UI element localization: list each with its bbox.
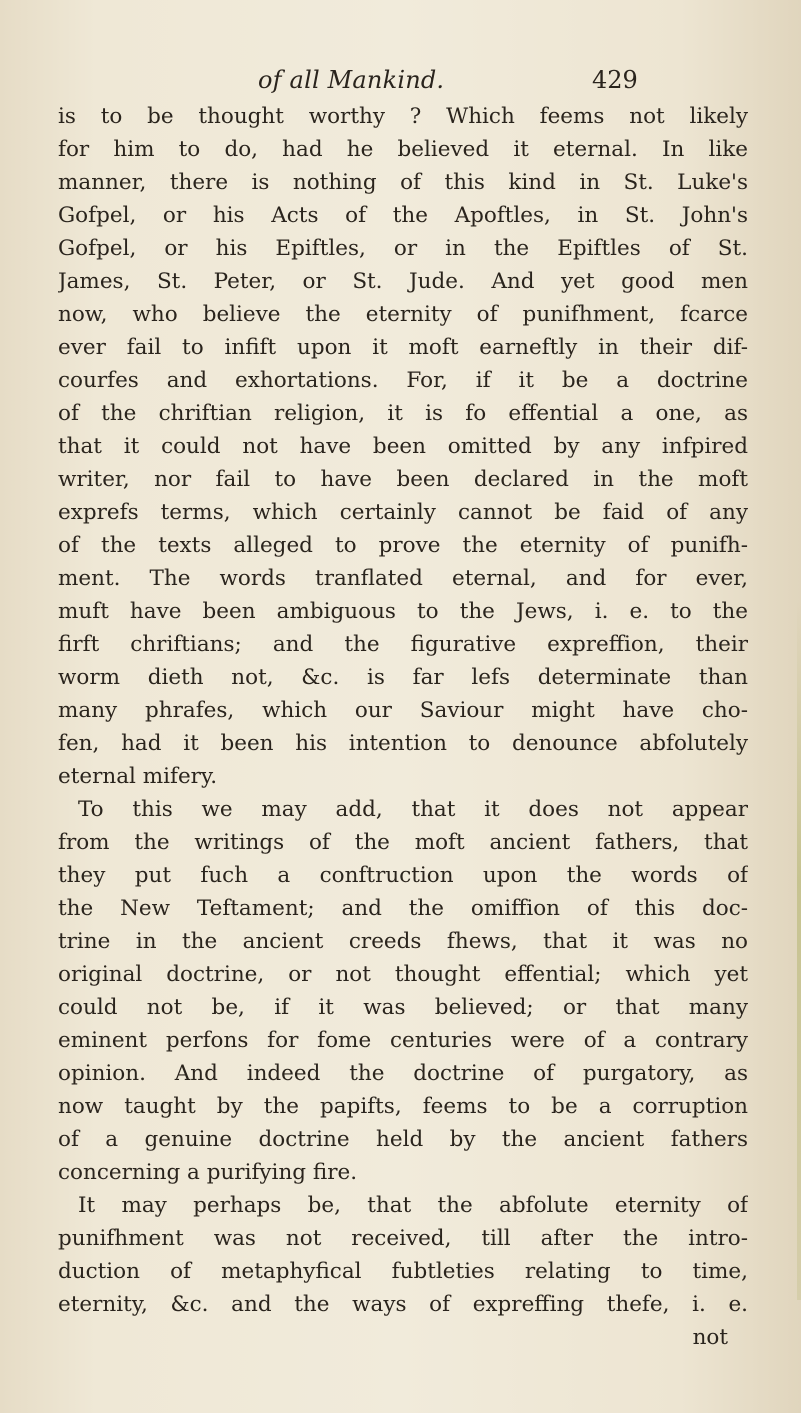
text-line: fen, had it been his intention to denounce abfolutely [58, 731, 748, 756]
text-line: for him to do, had he believed it eternal. In like [58, 137, 748, 162]
body-text [58, 100, 748, 1354]
text-line: ever fail to infift upon it moft earneftly in their dif- [58, 335, 748, 360]
text-line: that it could not have been omitted by any infpired [58, 434, 748, 459]
text-line: now taught by the papifts, feems to be a corruption [58, 1094, 748, 1119]
text-line: duction of metaphyfical fubtleties relating to time, [58, 1259, 748, 1284]
catchword: not [692, 1325, 728, 1350]
text-line: from the writings of the moft ancient fathers, that [58, 830, 748, 855]
paragraph-start-line: It may perhaps be, that the abfolute eternity of [78, 1193, 748, 1218]
text-line: opinion. And indeed the doctrine of purgatory, as [58, 1061, 748, 1086]
text-line: punifhment was not received, till after the intro- [58, 1226, 748, 1251]
text-line: of the texts alleged to prove the eternity of punifh- [58, 533, 748, 558]
text-line: eminent perfons for fome centuries were of a contrary [58, 1028, 748, 1053]
text-line: could not be, if it was believed; or that many [58, 995, 748, 1020]
text-line: courfes and exhortations. For, if it be a doctrine [58, 368, 748, 393]
text-line: many phrafes, which our Saviour might have cho- [58, 698, 748, 723]
text-line: now, who believe the eternity of punifhment, fcarce [58, 302, 748, 327]
text-line: James, St. Peter, or St. Jude. And yet good men [58, 269, 748, 294]
text-line: original doctrine, or not thought effential; which yet [58, 962, 748, 987]
text-line: muft have been ambiguous to the Jews, i. e. to the [58, 599, 748, 624]
text-line: trine in the ancient creeds fhews, that it was no [58, 929, 748, 954]
running-head [0, 66, 801, 96]
text-line: writer, nor fail to have been declared in the moft [58, 467, 748, 492]
text-line: eternity, &c. and the ways of expreffing thefe, i. e. [58, 1292, 748, 1317]
text-line: the New Teftament; and the omiffion of this doc- [58, 896, 748, 921]
text-line: is to be thought worthy ? Which feems not likely [58, 104, 748, 129]
text-line: of the chriftian religion, it is fo effential a one, as [58, 401, 748, 426]
text-line: they put fuch a conftruction upon the words of [58, 863, 748, 888]
text-line: manner, there is nothing of this kind in St. Luke's [58, 170, 748, 195]
text-line: ment. The words tranflated eternal, and for ever, [58, 566, 748, 591]
text-line: Gofpel, or his Epiftles, or in the Epiftles of St. [58, 236, 748, 261]
paragraph-start-line: To this we may add, that it does not appear [78, 797, 748, 822]
text-line: worm dieth not, &c. is far lefs determinate than [58, 665, 748, 690]
page-number: 429 [592, 66, 638, 94]
page-edge-stain [797, 600, 801, 1300]
text-line: exprefs terms, which certainly cannot be faid of any [58, 500, 748, 525]
text-line: firft chriftians; and the figurative expreffion, their [58, 632, 748, 657]
text-line: Gofpel, or his Acts of the Apoftles, in St. John's [58, 203, 748, 228]
text-line: of a genuine doctrine held by the ancient fathers [58, 1127, 748, 1152]
text-line: eternal mifery. [58, 764, 218, 789]
text-line: concerning a purifying fire. [58, 1160, 358, 1185]
running-title: of all Mankind. [258, 66, 445, 94]
